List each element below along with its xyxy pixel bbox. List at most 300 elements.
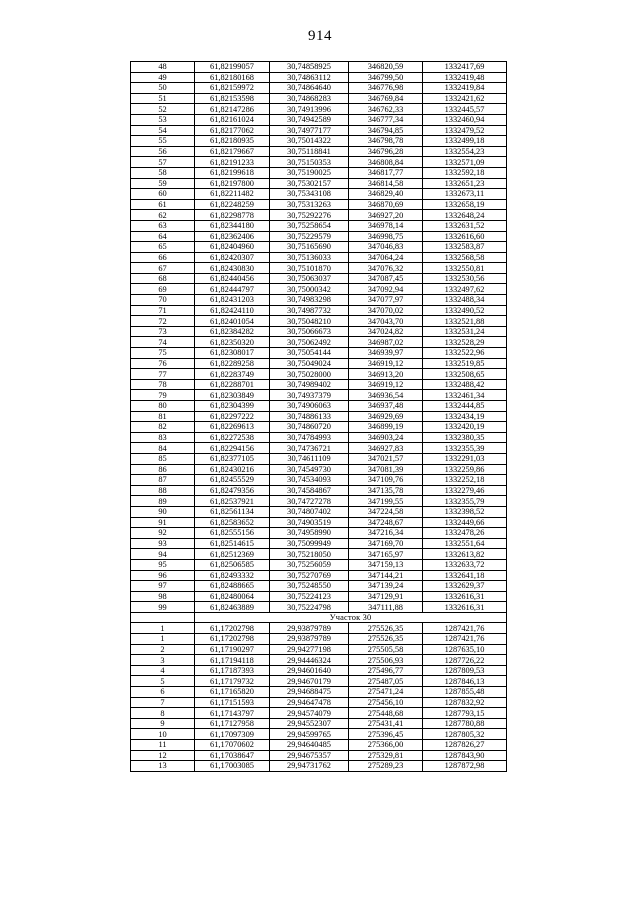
y-coordinate-cell: 1332259,86 bbox=[423, 464, 507, 475]
y-coordinate-cell: 1332571,09 bbox=[423, 157, 507, 168]
x-coordinate-cell: 275329,81 bbox=[349, 750, 423, 761]
point-number-cell: 85 bbox=[131, 453, 195, 464]
point-number-cell: 77 bbox=[131, 369, 195, 380]
x-coordinate-cell: 347064,24 bbox=[349, 252, 423, 263]
y-coordinate-cell: 1332554,23 bbox=[423, 146, 507, 157]
table-row bbox=[131, 422, 507, 433]
longitude-cell: 30,74736721 bbox=[270, 443, 349, 454]
table-row bbox=[131, 750, 507, 761]
latitude-cell: 61,82153598 bbox=[195, 93, 270, 104]
point-number-cell: 64 bbox=[131, 231, 195, 242]
point-number-cell: 98 bbox=[131, 591, 195, 602]
section-header-row bbox=[131, 612, 507, 623]
latitude-cell: 61,17194118 bbox=[195, 655, 270, 666]
y-coordinate-cell: 1332651,23 bbox=[423, 178, 507, 189]
y-coordinate-cell: 1332417,69 bbox=[423, 62, 507, 73]
longitude-cell: 30,74886133 bbox=[270, 411, 349, 422]
point-number-cell: 1 bbox=[131, 634, 195, 645]
y-coordinate-cell: 1332355,79 bbox=[423, 496, 507, 507]
y-coordinate-cell: 1287809,53 bbox=[423, 665, 507, 676]
latitude-cell: 61,82298778 bbox=[195, 210, 270, 221]
table-row bbox=[131, 231, 507, 242]
point-number-cell: 54 bbox=[131, 125, 195, 136]
y-coordinate-cell: 1332421,62 bbox=[423, 93, 507, 104]
x-coordinate-cell: 275396,45 bbox=[349, 729, 423, 740]
y-coordinate-cell: 1332490,52 bbox=[423, 305, 507, 316]
y-coordinate-cell: 1287793,15 bbox=[423, 708, 507, 719]
x-coordinate-cell: 346903,24 bbox=[349, 432, 423, 443]
y-coordinate-cell: 1287872,98 bbox=[423, 761, 507, 772]
longitude-cell: 29,94446324 bbox=[270, 655, 349, 666]
point-number-cell: 75 bbox=[131, 348, 195, 359]
point-number-cell: 70 bbox=[131, 295, 195, 306]
longitude-cell: 29,94688475 bbox=[270, 687, 349, 698]
y-coordinate-cell: 1332460,94 bbox=[423, 114, 507, 125]
point-number-cell: 58 bbox=[131, 167, 195, 178]
y-coordinate-cell: 1287780,88 bbox=[423, 718, 507, 729]
table-row bbox=[131, 178, 507, 189]
longitude-cell: 30,75014322 bbox=[270, 136, 349, 147]
x-coordinate-cell: 275506,93 bbox=[349, 655, 423, 666]
longitude-cell: 30,74860720 bbox=[270, 422, 349, 433]
latitude-cell: 61,82199618 bbox=[195, 167, 270, 178]
latitude-cell: 61,82480064 bbox=[195, 591, 270, 602]
point-number-cell: 94 bbox=[131, 549, 195, 560]
point-number-cell: 6 bbox=[131, 687, 195, 698]
table-row bbox=[131, 401, 507, 412]
y-coordinate-cell: 1332633,72 bbox=[423, 559, 507, 570]
x-coordinate-cell: 346808,84 bbox=[349, 157, 423, 168]
point-number-cell: 12 bbox=[131, 750, 195, 761]
latitude-cell: 61,82583652 bbox=[195, 517, 270, 528]
y-coordinate-cell: 1332550,81 bbox=[423, 263, 507, 274]
table-row bbox=[131, 570, 507, 581]
x-coordinate-cell: 346870,69 bbox=[349, 199, 423, 210]
point-number-cell: 51 bbox=[131, 93, 195, 104]
y-coordinate-cell: 1287826,27 bbox=[423, 740, 507, 751]
longitude-cell: 30,74913996 bbox=[270, 104, 349, 115]
x-coordinate-cell: 347224,58 bbox=[349, 506, 423, 517]
point-number-cell: 66 bbox=[131, 252, 195, 263]
y-coordinate-cell: 1332616,31 bbox=[423, 602, 507, 613]
point-number-cell: 57 bbox=[131, 157, 195, 168]
point-number-cell: 7 bbox=[131, 697, 195, 708]
x-coordinate-cell: 275289,23 bbox=[349, 761, 423, 772]
x-coordinate-cell: 346769,84 bbox=[349, 93, 423, 104]
latitude-cell: 61,82555156 bbox=[195, 528, 270, 539]
point-number-cell: 4 bbox=[131, 665, 195, 676]
point-number-cell: 72 bbox=[131, 316, 195, 327]
longitude-cell: 30,75101870 bbox=[270, 263, 349, 274]
table-row bbox=[131, 114, 507, 125]
latitude-cell: 61,82455529 bbox=[195, 475, 270, 486]
longitude-cell: 30,74534093 bbox=[270, 475, 349, 486]
y-coordinate-cell: 1332398,52 bbox=[423, 506, 507, 517]
y-coordinate-cell: 1332508,65 bbox=[423, 369, 507, 380]
longitude-cell: 30,75270769 bbox=[270, 570, 349, 581]
y-coordinate-cell: 1332641,18 bbox=[423, 570, 507, 581]
table-row bbox=[131, 273, 507, 284]
y-coordinate-cell: 1332434,19 bbox=[423, 411, 507, 422]
x-coordinate-cell: 347021,57 bbox=[349, 453, 423, 464]
x-coordinate-cell: 346927,20 bbox=[349, 210, 423, 221]
point-number-cell: 3 bbox=[131, 655, 195, 666]
x-coordinate-cell: 346919,12 bbox=[349, 379, 423, 390]
latitude-cell: 61,82294156 bbox=[195, 443, 270, 454]
longitude-cell: 30,74987732 bbox=[270, 305, 349, 316]
x-coordinate-cell: 346820,59 bbox=[349, 62, 423, 73]
x-coordinate-cell: 347216,34 bbox=[349, 528, 423, 539]
table-row bbox=[131, 506, 507, 517]
longitude-cell: 29,93879789 bbox=[270, 634, 349, 645]
table-row bbox=[131, 337, 507, 348]
longitude-cell: 30,74864640 bbox=[270, 83, 349, 94]
y-coordinate-cell: 1332613,82 bbox=[423, 549, 507, 560]
table-row bbox=[131, 464, 507, 475]
table-row bbox=[131, 475, 507, 486]
table-row bbox=[131, 591, 507, 602]
latitude-cell: 61,82430216 bbox=[195, 464, 270, 475]
y-coordinate-cell: 1332521,88 bbox=[423, 316, 507, 327]
latitude-cell: 61,82159972 bbox=[195, 83, 270, 94]
longitude-cell: 30,75256059 bbox=[270, 559, 349, 570]
longitude-cell: 30,74903519 bbox=[270, 517, 349, 528]
x-coordinate-cell: 346939,97 bbox=[349, 348, 423, 359]
longitude-cell: 30,74549730 bbox=[270, 464, 349, 475]
table-row bbox=[131, 496, 507, 507]
latitude-cell: 61,82444797 bbox=[195, 284, 270, 295]
point-number-cell: 65 bbox=[131, 242, 195, 253]
table-row bbox=[131, 676, 507, 687]
x-coordinate-cell: 346987,02 bbox=[349, 337, 423, 348]
y-coordinate-cell: 1332420,19 bbox=[423, 422, 507, 433]
latitude-cell: 61,82191233 bbox=[195, 157, 270, 168]
latitude-cell: 61,82179667 bbox=[195, 146, 270, 157]
longitude-cell: 30,74977177 bbox=[270, 125, 349, 136]
point-number-cell: 62 bbox=[131, 210, 195, 221]
point-number-cell: 48 bbox=[131, 62, 195, 73]
longitude-cell: 30,75150353 bbox=[270, 157, 349, 168]
latitude-cell: 61,82431203 bbox=[195, 295, 270, 306]
y-coordinate-cell: 1332279,46 bbox=[423, 485, 507, 496]
x-coordinate-cell: 346796,28 bbox=[349, 146, 423, 157]
x-coordinate-cell: 347043,70 bbox=[349, 316, 423, 327]
y-coordinate-cell: 1332497,62 bbox=[423, 284, 507, 295]
point-number-cell: 79 bbox=[131, 390, 195, 401]
y-coordinate-cell: 1332419,48 bbox=[423, 72, 507, 83]
table-row bbox=[131, 655, 507, 666]
longitude-cell: 29,94552307 bbox=[270, 718, 349, 729]
latitude-cell: 61,82147286 bbox=[195, 104, 270, 115]
longitude-cell: 29,94731762 bbox=[270, 761, 349, 772]
table-row bbox=[131, 305, 507, 316]
latitude-cell: 61,82488665 bbox=[195, 581, 270, 592]
table-row bbox=[131, 453, 507, 464]
section-label: Участок 30 bbox=[195, 612, 507, 623]
point-number-cell: 86 bbox=[131, 464, 195, 475]
point-number-cell: 80 bbox=[131, 401, 195, 412]
latitude-cell: 61,82404960 bbox=[195, 242, 270, 253]
longitude-cell: 30,75224123 bbox=[270, 591, 349, 602]
longitude-cell: 29,94647478 bbox=[270, 697, 349, 708]
point-number-cell: 53 bbox=[131, 114, 195, 125]
table-row bbox=[131, 432, 507, 443]
y-coordinate-cell: 1332380,35 bbox=[423, 432, 507, 443]
longitude-cell: 30,75028000 bbox=[270, 369, 349, 380]
y-coordinate-cell: 1332291,03 bbox=[423, 453, 507, 464]
point-number-cell: 97 bbox=[131, 581, 195, 592]
longitude-cell: 29,94277198 bbox=[270, 644, 349, 655]
table-row bbox=[131, 687, 507, 698]
point-number-cell: 99 bbox=[131, 602, 195, 613]
latitude-cell: 61,17190297 bbox=[195, 644, 270, 655]
table-row bbox=[131, 72, 507, 83]
table-row bbox=[131, 697, 507, 708]
x-coordinate-cell: 346929,69 bbox=[349, 411, 423, 422]
longitude-cell: 30,75218050 bbox=[270, 549, 349, 560]
x-coordinate-cell: 347248,67 bbox=[349, 517, 423, 528]
longitude-cell: 30,75054144 bbox=[270, 348, 349, 359]
longitude-cell: 30,74937379 bbox=[270, 390, 349, 401]
point-number-cell: 81 bbox=[131, 411, 195, 422]
x-coordinate-cell: 347165,97 bbox=[349, 549, 423, 560]
x-coordinate-cell: 346817,77 bbox=[349, 167, 423, 178]
table-row bbox=[131, 167, 507, 178]
longitude-cell: 29,94601640 bbox=[270, 665, 349, 676]
point-number-cell: 68 bbox=[131, 273, 195, 284]
table-row bbox=[131, 263, 507, 274]
table-row bbox=[131, 740, 507, 751]
x-coordinate-cell: 346998,75 bbox=[349, 231, 423, 242]
longitude-cell: 29,94670179 bbox=[270, 676, 349, 687]
latitude-cell: 61,82248259 bbox=[195, 199, 270, 210]
y-coordinate-cell: 1332648,24 bbox=[423, 210, 507, 221]
point-number-cell: 5 bbox=[131, 676, 195, 687]
table-row bbox=[131, 538, 507, 549]
x-coordinate-cell: 346927,83 bbox=[349, 443, 423, 454]
latitude-cell: 61,17143797 bbox=[195, 708, 270, 719]
table-row bbox=[131, 125, 507, 136]
latitude-cell: 61,82297222 bbox=[195, 411, 270, 422]
x-coordinate-cell: 275496,77 bbox=[349, 665, 423, 676]
x-coordinate-cell: 346777,34 bbox=[349, 114, 423, 125]
latitude-cell: 61,82211482 bbox=[195, 189, 270, 200]
longitude-cell: 30,75190025 bbox=[270, 167, 349, 178]
y-coordinate-cell: 1332629,37 bbox=[423, 581, 507, 592]
point-number-cell: 60 bbox=[131, 189, 195, 200]
point-number-cell: 1 bbox=[131, 623, 195, 634]
y-coordinate-cell: 1332445,57 bbox=[423, 104, 507, 115]
x-coordinate-cell: 346937,48 bbox=[349, 401, 423, 412]
y-coordinate-cell: 1332355,39 bbox=[423, 443, 507, 454]
table-row bbox=[131, 623, 507, 634]
y-coordinate-cell: 1332616,31 bbox=[423, 591, 507, 602]
latitude-cell: 61,82430830 bbox=[195, 263, 270, 274]
latitude-cell: 61,17179732 bbox=[195, 676, 270, 687]
latitude-cell: 61,82537921 bbox=[195, 496, 270, 507]
x-coordinate-cell: 346829,40 bbox=[349, 189, 423, 200]
point-number-cell: 69 bbox=[131, 284, 195, 295]
longitude-cell: 29,94574079 bbox=[270, 708, 349, 719]
x-coordinate-cell: 347070,02 bbox=[349, 305, 423, 316]
point-number-cell: 11 bbox=[131, 740, 195, 751]
longitude-cell: 30,75258654 bbox=[270, 220, 349, 231]
table-row bbox=[131, 443, 507, 454]
longitude-cell: 30,75062492 bbox=[270, 337, 349, 348]
table-row bbox=[131, 559, 507, 570]
latitude-cell: 61,82384282 bbox=[195, 326, 270, 337]
latitude-cell: 61,17165820 bbox=[195, 687, 270, 698]
x-coordinate-cell: 275431,41 bbox=[349, 718, 423, 729]
latitude-cell: 61,17187393 bbox=[195, 665, 270, 676]
x-coordinate-cell: 346936,54 bbox=[349, 390, 423, 401]
longitude-cell: 30,75099949 bbox=[270, 538, 349, 549]
point-number-cell: 78 bbox=[131, 379, 195, 390]
table-row bbox=[131, 634, 507, 645]
y-coordinate-cell: 1332583,87 bbox=[423, 242, 507, 253]
y-coordinate-cell: 1332499,18 bbox=[423, 136, 507, 147]
table-row bbox=[131, 157, 507, 168]
table-row bbox=[131, 379, 507, 390]
latitude-cell: 61,82197800 bbox=[195, 178, 270, 189]
table-row bbox=[131, 295, 507, 306]
y-coordinate-cell: 1332531,24 bbox=[423, 326, 507, 337]
x-coordinate-cell: 346776,98 bbox=[349, 83, 423, 94]
latitude-cell: 61,82463889 bbox=[195, 602, 270, 613]
longitude-cell: 30,75000342 bbox=[270, 284, 349, 295]
x-coordinate-cell: 347159,13 bbox=[349, 559, 423, 570]
y-coordinate-cell: 1332252,18 bbox=[423, 475, 507, 486]
longitude-cell: 29,94599765 bbox=[270, 729, 349, 740]
point-number-cell: 90 bbox=[131, 506, 195, 517]
point-number-cell: 52 bbox=[131, 104, 195, 115]
table-row bbox=[131, 358, 507, 369]
coordinates-table bbox=[130, 61, 507, 772]
point-number-cell: 8 bbox=[131, 708, 195, 719]
x-coordinate-cell: 275448,68 bbox=[349, 708, 423, 719]
point-number-cell: 63 bbox=[131, 220, 195, 231]
x-coordinate-cell: 346814,58 bbox=[349, 178, 423, 189]
longitude-cell: 30,75248550 bbox=[270, 581, 349, 592]
x-coordinate-cell: 275526,35 bbox=[349, 634, 423, 645]
longitude-cell: 30,75063037 bbox=[270, 273, 349, 284]
y-coordinate-cell: 1287805,32 bbox=[423, 729, 507, 740]
longitude-cell: 30,75066673 bbox=[270, 326, 349, 337]
table-row bbox=[131, 729, 507, 740]
point-number-cell: 67 bbox=[131, 263, 195, 274]
y-coordinate-cell: 1287843,90 bbox=[423, 750, 507, 761]
x-coordinate-cell: 347024,82 bbox=[349, 326, 423, 337]
longitude-cell: 30,75136033 bbox=[270, 252, 349, 263]
latitude-cell: 61,82180935 bbox=[195, 136, 270, 147]
y-coordinate-cell: 1332528,29 bbox=[423, 337, 507, 348]
point-number-cell: 83 bbox=[131, 432, 195, 443]
table-row bbox=[131, 146, 507, 157]
longitude-cell: 30,74807402 bbox=[270, 506, 349, 517]
latitude-cell: 61,82479356 bbox=[195, 485, 270, 496]
table-row bbox=[131, 644, 507, 655]
longitude-cell: 30,74727278 bbox=[270, 496, 349, 507]
point-number-cell: 88 bbox=[131, 485, 195, 496]
table-row bbox=[131, 104, 507, 115]
table-row bbox=[131, 708, 507, 719]
latitude-cell: 61,82350320 bbox=[195, 337, 270, 348]
x-coordinate-cell: 275487,05 bbox=[349, 676, 423, 687]
table-row bbox=[131, 93, 507, 104]
longitude-cell: 30,74584867 bbox=[270, 485, 349, 496]
point-number-cell: 49 bbox=[131, 72, 195, 83]
table-row bbox=[131, 62, 507, 73]
point-number-cell: 61 bbox=[131, 199, 195, 210]
latitude-cell: 61,82362406 bbox=[195, 231, 270, 242]
table-row bbox=[131, 485, 507, 496]
table-row bbox=[131, 549, 507, 560]
x-coordinate-cell: 346762,33 bbox=[349, 104, 423, 115]
x-coordinate-cell: 347135,78 bbox=[349, 485, 423, 496]
y-coordinate-cell: 1332488,34 bbox=[423, 295, 507, 306]
point-number-cell: 96 bbox=[131, 570, 195, 581]
latitude-cell: 61,82514615 bbox=[195, 538, 270, 549]
y-coordinate-cell: 1332478,26 bbox=[423, 528, 507, 539]
x-coordinate-cell: 347046,83 bbox=[349, 242, 423, 253]
x-coordinate-cell: 275456,10 bbox=[349, 697, 423, 708]
point-number-cell: 71 bbox=[131, 305, 195, 316]
y-coordinate-cell: 1287855,48 bbox=[423, 687, 507, 698]
x-coordinate-cell: 347169,70 bbox=[349, 538, 423, 549]
point-number-cell: 73 bbox=[131, 326, 195, 337]
point-number-cell: 92 bbox=[131, 528, 195, 539]
longitude-cell: 30,74863112 bbox=[270, 72, 349, 83]
longitude-cell: 30,74868283 bbox=[270, 93, 349, 104]
latitude-cell: 61,82440456 bbox=[195, 273, 270, 284]
x-coordinate-cell: 275505,58 bbox=[349, 644, 423, 655]
latitude-cell: 61,82180168 bbox=[195, 72, 270, 83]
table-row bbox=[131, 369, 507, 380]
y-coordinate-cell: 1332658,19 bbox=[423, 199, 507, 210]
longitude-cell: 30,74958990 bbox=[270, 528, 349, 539]
latitude-cell: 61,82303849 bbox=[195, 390, 270, 401]
y-coordinate-cell: 1332449,66 bbox=[423, 517, 507, 528]
x-coordinate-cell: 347076,32 bbox=[349, 263, 423, 274]
table-row bbox=[131, 199, 507, 210]
x-coordinate-cell: 347087,45 bbox=[349, 273, 423, 284]
table-row bbox=[131, 665, 507, 676]
y-coordinate-cell: 1287421,76 bbox=[423, 623, 507, 634]
table-row bbox=[131, 581, 507, 592]
latitude-cell: 61,82377105 bbox=[195, 453, 270, 464]
longitude-cell: 30,75048210 bbox=[270, 316, 349, 327]
point-number-cell: 10 bbox=[131, 729, 195, 740]
table-row bbox=[131, 284, 507, 295]
y-coordinate-cell: 1332479,52 bbox=[423, 125, 507, 136]
latitude-cell: 61,82401054 bbox=[195, 316, 270, 327]
y-coordinate-cell: 1332616,60 bbox=[423, 231, 507, 242]
y-coordinate-cell: 1332488,42 bbox=[423, 379, 507, 390]
x-coordinate-cell: 346978,14 bbox=[349, 220, 423, 231]
table-row bbox=[131, 390, 507, 401]
point-number-cell: 59 bbox=[131, 178, 195, 189]
latitude-cell: 61,82199057 bbox=[195, 62, 270, 73]
latitude-cell: 61,82506585 bbox=[195, 559, 270, 570]
y-coordinate-cell: 1332551,64 bbox=[423, 538, 507, 549]
longitude-cell: 29,94640485 bbox=[270, 740, 349, 751]
latitude-cell: 61,17097309 bbox=[195, 729, 270, 740]
y-coordinate-cell: 1287421,76 bbox=[423, 634, 507, 645]
longitude-cell: 29,93879789 bbox=[270, 623, 349, 634]
longitude-cell: 30,74906063 bbox=[270, 401, 349, 412]
longitude-cell: 30,75118841 bbox=[270, 146, 349, 157]
latitude-cell: 61,82283749 bbox=[195, 369, 270, 380]
